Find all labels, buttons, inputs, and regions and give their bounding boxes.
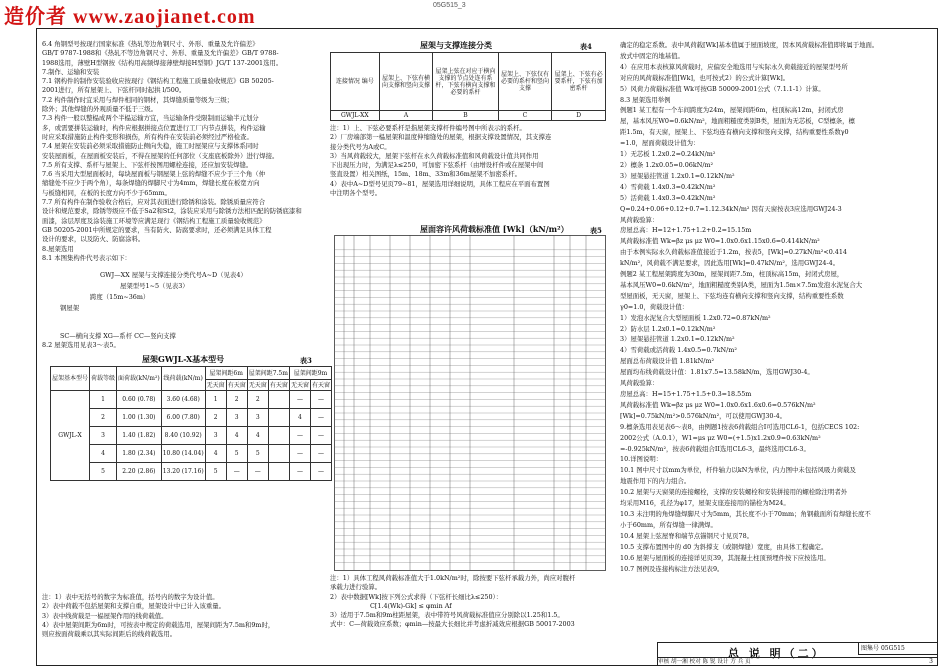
table-cell: —: [289, 445, 310, 463]
text-line: 风荷载标准值 Wk=βz μs μz W0=1.0x0.6x1.15x0.6=0.414kN/m²: [620, 237, 820, 246]
table-cell: D: [552, 111, 606, 121]
table-cell: 1.00 (1.30): [117, 409, 162, 427]
text-line: 9.檩条选用表见表6～表8，由例题1按表6荷载组合I可选用CL6-1，包括CECS 102:: [620, 422, 860, 431]
text-line: 除外；其他焊缝的外观质量不低于三级。: [42, 105, 158, 114]
text-line: 风荷载验算：: [620, 379, 659, 388]
text-line: 10.6 屋架与屋面板的连接详见页39，其混凝土柱顶预埋件按下应按选用。: [620, 553, 830, 562]
text-line: 1）发泡水泥复合大型屋面板 1.2x0.72=0.87kN/m²: [620, 313, 771, 322]
fig-label: 图集号: [861, 645, 880, 652]
section-heading: 8.屋架选用: [42, 244, 74, 253]
table-cell: 1.40 (1.82): [117, 427, 162, 445]
text-line: 3）屋架悬挂管道 1.2x0.1=0.12kN/m²: [620, 171, 735, 180]
text-line: 型屋面板，无天窗，屋架上、下弦均连有横向支撑和竖向支撑，结构重要性系数: [620, 291, 844, 300]
text-line: 多，或需要拼装运输时，构件应根据拼接点位置进行工厂内节点拼装，构件运输: [42, 123, 266, 132]
text-line: 距1.5m，有天窗，屋架上、下弦均连有横向支撑和竖向支撑，结构重要性系数γ0: [620, 128, 849, 137]
table-cell: 3: [90, 427, 117, 445]
text-line: 房屋总高：H=12+1.75+1.2+0.2=15.15m: [620, 226, 752, 235]
table4-notes: [330, 124, 612, 198]
text-line: 7.2 构件制作时宜采用与焊件相同的钢材，其焊缝质量等级为三级；: [42, 95, 234, 104]
table-cell: 5: [247, 445, 268, 463]
text-line: 7.5 所有支撑、系杆与屋架上、下弦杆按图用螺栓连接，还应加安装焊缝。: [42, 160, 253, 169]
table5-notes: [330, 574, 612, 630]
note-line: 式中：C—荷载效应系数；φmin—按最大长细比并考虑折减效应根据GB 50017-2003: [330, 620, 575, 629]
watermark-text: 造价者 www.zaojianet.com: [4, 6, 256, 28]
text-line: 小于60mm，所有焊缝一律满焊。: [620, 520, 717, 529]
table-header: 荷载等级: [90, 367, 117, 391]
text-line: 8.1 本图集构件代号表示如下：: [42, 253, 131, 262]
note-line: 接分类代号为A或C。: [330, 142, 391, 151]
code-diagram: [60, 270, 320, 314]
note-line: 注：1）具体工程风荷载标准值大于1.0kN/m²时，除按要下弦杆承载力外，尚应对腹杆: [330, 574, 576, 582]
table-cell: —: [310, 409, 331, 427]
text-line: 风荷载验算：: [620, 215, 659, 224]
table-header: 有天窗: [311, 381, 330, 389]
text-line: 7.7 所有构件在制作验收合格后，应对其表面进行除锈和涂装。除锈质量应符合: [42, 198, 266, 207]
text-line: 7.6 当采用大型屋面板时，每块屋面板与钢屋架上弦的焊缝不应少于三个角（仲: [42, 170, 266, 179]
text-line: 4）在应用本表核算风荷载时，应偏安全地选用与实际永久荷载接近的屋架型号所: [620, 62, 848, 71]
table-cell: 2.20 (2.86): [117, 463, 162, 481]
note-line: 3）当风荷载较大，屋架下弦杆在永久荷载标准值和风荷载设计值共同作用: [330, 151, 539, 160]
table-cell: 2: [226, 391, 247, 409]
table-cell: 4: [90, 445, 117, 463]
table-header: 有天窗: [227, 381, 246, 389]
text-line: 5）活荷载 1.4x0.3=0.42kN/m²: [620, 193, 716, 202]
table-cell: GWJL-XX: [331, 111, 380, 121]
text-line: 10.7 图例及连接构标注方法见表9。: [620, 564, 724, 573]
text-line: 地震作用下的内力组合。: [620, 477, 691, 486]
table-cell: —: [310, 427, 331, 445]
table5-title: 屋面容许风荷载标准值 [Wk]（kN/m²）: [420, 224, 569, 234]
code-line: GWJ—XX 屋架与支撑连接分类代号A~D（见表4）: [100, 271, 247, 279]
text-line: 10.详图说明：: [620, 455, 663, 464]
text-line: =-0.925kN/m²，按表6荷载组合II选用CL6-3，最终选用CL6-3。: [620, 444, 810, 453]
table-cell: 1: [205, 391, 226, 409]
text-line: 均采用M16，孔径为φ17，屋架支座连接用的锚栓为M24。: [620, 499, 790, 508]
note-line: 注：1）上、下弦必要系杆是指屋架支撑杆件编号图中所表示的系杆。: [330, 124, 526, 132]
code-line: 屋架型号1~5（见表3）: [120, 282, 189, 290]
text-line: 放式中固定的地基值。: [620, 51, 684, 60]
text-line: 对应的风荷载标准值[Wk]，也可按式2）的公式计算[Wk]。: [620, 73, 790, 82]
table-cell: 4: [247, 427, 268, 445]
table3-notes: [42, 593, 324, 639]
text-line: 10.5 支撑布置图中的 d0 为斜撑支（或钢焊缝）宽度，由具体工程确定。: [620, 542, 828, 551]
table-cell: 2: [205, 409, 226, 427]
table-cell: A: [379, 111, 433, 121]
text-line: 1988选用，薄壁H型钢按《结构用高频焊接薄壁焊接H型钢》JG/T 137-2001选用。: [42, 58, 283, 67]
table-cell: 4: [226, 427, 247, 445]
text-line: 设计的要求，以及防火、防腐涂料。: [42, 235, 145, 244]
code-line: 钢屋架: [60, 304, 80, 312]
table-cell: 4: [205, 445, 226, 463]
drawing-title: 总 说 明（二）: [728, 647, 826, 660]
table-cell: 4: [289, 409, 310, 427]
table-cell: —: [310, 463, 331, 481]
table3: [50, 366, 332, 481]
text-line: 安装屋面板，在屋面板安装后，不得在屋架的任何部位（支座底板除外）进行焊接。: [42, 151, 279, 160]
title-block: [657, 642, 937, 665]
text-line: γ0=1.0，荷载设计值：: [620, 302, 689, 311]
table-header: 连接情况 编号: [331, 53, 380, 111]
table-cell: [268, 427, 289, 445]
table-cell: 3.60 (4.68): [161, 391, 205, 409]
table4: [330, 52, 606, 121]
text-line: 1）无芯板 1.2x0.2=0.24kN/m²: [620, 150, 716, 159]
table-header: 有天窗: [269, 381, 288, 389]
table-cell: —: [289, 427, 310, 445]
note-line: 4）表中A~D型号见页79~81，屋架选用详细说明，具体工程应在平面布置图: [330, 179, 550, 188]
text-line: 4）雪荷载或活荷载 1.4x0.5=0.7kN/m²: [620, 346, 737, 355]
table-cell: —: [226, 463, 247, 481]
formula-line: C[1.4(Wk)-Gk] ≤ φmin Af: [370, 601, 452, 610]
table-header: 面荷载(kN/m²): [117, 367, 162, 391]
note-line: 注：1）表中无括号的数字为标准值，括号内的数字为设计值。: [42, 593, 219, 601]
table-header: 屋架上弦在对应于横向支撑的节点处连有系杆，下弦有横向支撑和必要的系杆: [433, 53, 498, 111]
table-cell: 5: [226, 445, 247, 463]
text-line: 5）风荷力荷载标准值 Wk可按GB 50009-2001公式（7.1.1-1）计算。: [620, 84, 825, 93]
table-header: 无天窗: [248, 381, 267, 389]
text-line: 屋，基本风压W0=0.6kN/m²，地面粗糙度类别B类，屋面为无芯板，C型檩条，檩: [620, 117, 855, 126]
table-cell: 2: [90, 409, 117, 427]
table-cell: 8.40 (10.92): [161, 427, 205, 445]
note-line: 4）表中屋架间距为6m时，可按表中规定的荷载选用，屋架间距为7.5m和9m时，: [42, 620, 275, 629]
text-line: 2002公式（A.0.1），W1=μs μz W0=(+1.5)x1.2x0.9=0.63kN/m²: [620, 433, 821, 442]
text-line: 6.4 角钢型号按现行国家标准《热轧等边角钢尺寸、外形、重量及允许偏差》: [42, 40, 259, 48]
table-cell: 1.80 (2.34): [117, 445, 162, 463]
text-line: 缩缝处不应少于两个角），每条焊缝的焊脚尺寸为4mm，焊缝长度在板宽方向: [42, 179, 260, 188]
text-line: 8.3 屋架选用举例: [620, 95, 671, 104]
table4-title: 屋架与支撑连接分类: [420, 40, 492, 50]
note-line: 中注明各个型号。: [330, 189, 382, 198]
table-cell: 3: [247, 409, 268, 427]
note-line: 承载力进行验算。: [330, 583, 382, 592]
text-line: 时应采取措施防止构件变形和损伤，所有构件在安装前必须经过严格检查。: [42, 132, 253, 141]
code-line: 跨度（15m~36m）: [90, 293, 150, 301]
text-line: 2001进行，所有屋架上、下弦杆同时起拱 l/500。: [42, 86, 186, 95]
table-cell: GWJL-X: [51, 391, 90, 481]
table-cell: —: [310, 445, 331, 463]
text-line: 7.4 屋架在安装前必须采取措施防止侧向失稳，施工时屋架应与支撑体系同时: [42, 142, 259, 151]
note-line: 下出现压力时，为满足λ≤250，可加密下弦系杆（由增设杆件或在屋架中间: [330, 161, 544, 170]
table-header: 屋架间距7.5m: [247, 367, 289, 380]
text-line: 7.3 构件一般以整榀成两个半榀运输方宜，当运输条件受限制而运输半元划分: [42, 114, 259, 123]
text-line: GB/T 9787-1988和《热轧不等边角钢尺寸、外形、重量及允许偏差》GB/T 9788-: [42, 49, 279, 58]
table-cell: [268, 409, 289, 427]
table-cell: C: [498, 111, 552, 121]
note-line: 3）表中线荷载是一榀屋架作用的线荷载值。: [42, 611, 168, 620]
note-line: 3）适用于7.5m和9m柱距屋架，表中带符号风荷载标准值应分别除以1.25和1.5。: [330, 611, 564, 620]
note-line: 2）厂房端部第一榀屋架和温度伸缩缝处的屋架，根据支撑设置情况，其支撑连: [330, 133, 552, 142]
table-header: 无天窗: [206, 381, 225, 389]
table-cell: 13.20 (17.16): [161, 463, 205, 481]
table-header: 屋架上、下弦有必要系杆，下弦有加密系杆: [552, 53, 606, 111]
table5-no: 表5: [590, 226, 602, 235]
text-line: 3）屋架悬挂管道 1.2x0.1=0.12kN/m²: [620, 335, 735, 344]
table-header: 屋架上、下弦仅有必要的系杆和竖向支撑: [498, 53, 552, 111]
text-line: 10.3 未注明的角焊缝焊脚尺寸为5mm，其长度不小于70mm；角钢截面所有焊缝长度不: [620, 509, 871, 518]
doc-code-top: 05G515_3: [433, 2, 466, 9]
table-cell: —: [310, 391, 331, 409]
code-legend: [42, 332, 324, 351]
right-column-text: [620, 40, 932, 574]
note-line: 2）表中荷载不包括屋架和支撑自重，屋架设计中已计入该重量。: [42, 602, 226, 611]
text-line: 面漆，涂层厚度及涂装施工环境等应满足现行《钢结构工程施工质量验收规范》: [42, 216, 266, 225]
text-line: =1.0，屋面荷载设计值为：: [620, 139, 700, 148]
table-cell: 10.80 (14.04): [161, 445, 205, 463]
note-line: 2）表中数据[Wk]按下列公式求得（下弦杆长细比λ≤250）：: [330, 592, 503, 601]
fig-no: 05G515: [880, 645, 905, 652]
text-line: 房屋总高：H=15+1.75+1.5+0.3=18.55m: [620, 390, 752, 398]
table-cell: 3: [226, 409, 247, 427]
text-line: GB 50205-2001中所规定的要求，当有防火、防腐要求时，还必须满足具体工程: [42, 225, 272, 234]
text-line: 基本风压W0=0.6kN/m²，地面粗糙度类别A类，屋面为1.5m×7.5m发泡水泥复合大: [620, 280, 863, 289]
section-heading: 7.制作、运输和安装: [42, 67, 100, 76]
table-cell: 6.00 (7.80): [161, 409, 205, 427]
table-cell: 0.60 (0.78): [117, 391, 162, 409]
table-header: 无天窗: [290, 381, 309, 389]
text-line: 例题1 某工程有一个车间跨度为24m，屋架间距6m，柱顶标高12m，封闭式房: [620, 106, 844, 115]
text-line: 10.2 屋架与天窗架的连接螺栓，支撑的安装螺栓和安装拼接用的螺栓除注明者外: [620, 488, 848, 497]
text-line: 4）雪荷载 1.4x0.3=0.42kN/m²: [620, 182, 716, 191]
table-cell: 5: [205, 463, 226, 481]
text-line: 与板缝相同，在板的长度方向不少于65mm。: [42, 188, 171, 197]
note-line: 则应按面荷载乘以其实际间距后的线荷载选用。: [42, 630, 177, 639]
text-line: 由于本例实际永久荷载标准值接近于1.2m，按表5，[Wk]=0.27kN/m²<0.414: [620, 248, 848, 257]
table-header: 屋架上、下弦有横向支撑和竖向支撑: [379, 53, 433, 111]
table-cell: 5: [90, 463, 117, 481]
table-cell: —: [289, 391, 310, 409]
text-line: 7.1 钢构件的制作安装验收应按现行《钢结构工程施工质量验收规范》GB 50205-: [42, 77, 274, 86]
table-cell: [268, 391, 289, 409]
text-line: 2）檩条 1.2x0.05=0.06kN/m²: [620, 160, 714, 169]
text-line: 屋面均布线荷载设计值：1.81x7.5=13.58kN/m，选用GWJ30-4。: [620, 368, 814, 377]
text-line: 风荷载标准值 Wk=βz μs μz W0=1.0x0.6x1.6x0.6=0.576kN/m²: [620, 400, 816, 409]
text-line: 设计和规范要求，除锈等级应不低于Sa2和St2，涂装应采用与除锈方法相匹配的防锈底漆和: [42, 207, 302, 216]
table-cell: 3: [205, 427, 226, 445]
text-line: 2）防水层 1.2x0.1=0.12kN/m²: [620, 324, 716, 333]
left-column-text: [42, 40, 324, 263]
table-cell: B: [433, 111, 498, 121]
table-cell: 1: [90, 391, 117, 409]
table-cell: 2: [247, 391, 268, 409]
text-line: 10.4 屋架上弦屋脊和端节点锚钢尺寸见页78。: [620, 531, 754, 540]
note-line: 竖直设置）相关图纸，15m、18m、33m和36m屋架不加密系杆。: [330, 170, 521, 179]
text-line: [Wk]=0.75kN/m²>0.576kN/m²，可以使用GWJ30-4。: [620, 411, 787, 420]
text-line: SC—横向支撑 XG—系杆 CC—竖向支撑: [60, 332, 176, 340]
text-line: 8.2 屋架选用见表3～表5。: [42, 341, 120, 350]
text-line: 例题2 某工程屋架跨度为30m，屋架间距7.5m，柱顶标高15m，封闭式房屋，: [620, 270, 844, 279]
text-line: 10.1 图中尺寸以mm为单位，杆件轴力以kN为单位，内力图中未包括风吸力荷载及: [620, 466, 856, 475]
text-line: 屋面总布荷载设计值 1.81kN/m²: [620, 357, 715, 366]
text-line: 确定的稳定系数。表中风荷载[Wk]基本值属于屋面坡度，因本风荷载标准值即将属于地面。: [620, 41, 879, 49]
table3-no: 表3: [300, 356, 312, 365]
signature-row: 审核 胡一湘 校对 陈 锐 设计 方 兵 页: [658, 657, 937, 666]
table-cell: [268, 463, 289, 481]
table-header: 屋架间距9m: [289, 367, 331, 380]
table-header: 线荷载(kN/m): [161, 367, 205, 391]
table-header: 屋架间距6m: [205, 367, 247, 380]
table-cell: [268, 445, 289, 463]
table4-no: 表4: [580, 42, 592, 51]
table-header: 屋架基本型号: [51, 367, 90, 391]
table3-title: 屋架GWJL-X基本型号: [142, 354, 225, 364]
text-line: Q=0.24+0.06+0.12+0.7=1.12.34kN/m² 因有天窗按表3应选用GWJ24-3: [620, 204, 842, 213]
page-number: 3: [929, 658, 933, 665]
table-cell: —: [289, 463, 310, 481]
figure-number: [858, 643, 937, 655]
table5-grid: [334, 235, 606, 571]
table-cell: —: [247, 463, 268, 481]
text-line: kN/m²，风荷载不满足要求，因此选用[Wk]=0.47kN/m²，选用GWJ24-4。: [620, 259, 840, 268]
